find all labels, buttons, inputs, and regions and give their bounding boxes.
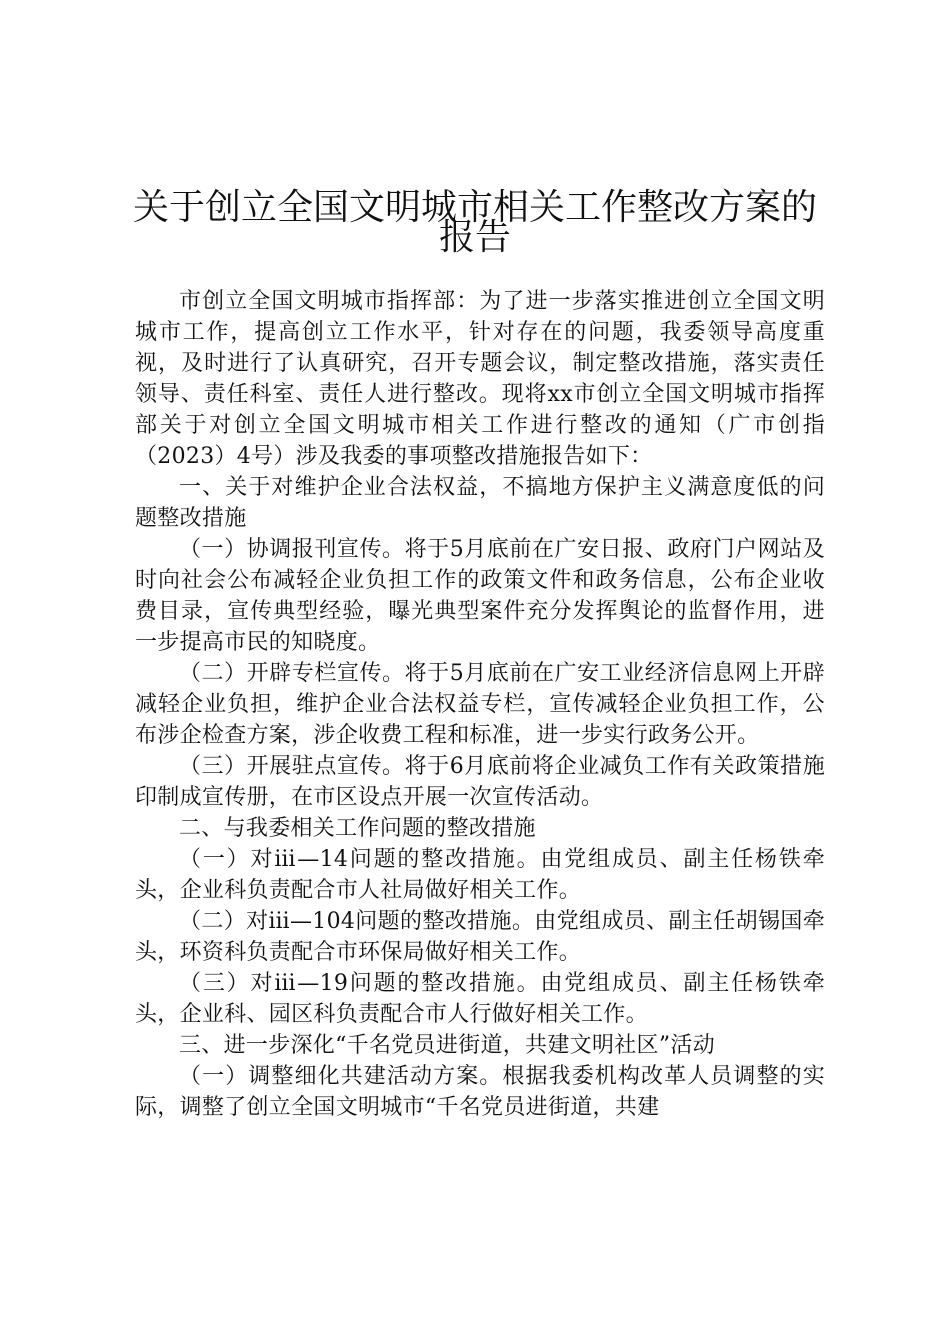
document-title-line-2: 报告 <box>438 217 511 258</box>
section-heading-2: 二、与我委相关工作问题的整改措施 <box>179 816 536 841</box>
section-heading-1: 一、关于对维护企业合法权益，不搞地方保护主义满意度低的问题整改措施 <box>135 475 825 531</box>
paragraph-3-1: （一）调整细化共建活动方案。根据我委机构改革人员调整的实际，调整了创立全国文明城市“千名党员进街道，共建 <box>135 1064 825 1120</box>
paragraph-2-1: （一）对ⅲ—14问题的整改措施。由党组成员、副主任杨铁牵头，企业科负责配合市人社局做好相关工作。 <box>135 847 825 903</box>
paragraph-1-2: （二）开辟专栏宣传。将于5月底前在广安工业经济信息网上开辟减轻企业负担，维护企业合法权益专栏，宣传减轻企业负担工作，公布涉企检查方案，涉企收费工程和标准，进一步实行政务公开。 <box>135 661 825 748</box>
paragraph-intro: 市创立全国文明城市指挥部：为了进一步落实推进创立全国文明城市工作，提高创立工作水平，针对存在的问题，我委领导高度重视，及时进行了认真研究，召开专题会议，制定整改措施，落实责任领导、责任科室、责任人进行整改。现将xx市创立全国文明城市指挥部关于对创立全国文明城市相关工作进行整改的通知（广市创指（2023）4号）涉及我委的事项整改措施报告如下： <box>135 289 825 469</box>
paragraph-2-3: （三）对ⅲ—19问题的整改措施。由党组成员、副主任杨铁牵头，企业科、园区科负责配合市人行做好相关工作。 <box>135 971 825 1027</box>
paragraph-1-3: （三）开展驻点宣传。将于6月底前将企业减负工作有关政策措施印制成宣传册，在市区设点开展一次宣传活动。 <box>135 754 825 810</box>
document-body <box>135 286 825 1123</box>
paragraph-2-2: （二）对ⅲ—104问题的整改措施。由党组成员、副主任胡锡国牵头，环资科负责配合市环保局做好相关工作。 <box>135 909 825 965</box>
document-title-line-1: 关于创立全国文明城市相关工作整改方案的 <box>132 187 817 228</box>
paragraph-1-1: （一）协调报刊宣传。将于5月底前在广安日报、政府门户网站及时向社会公布减轻企业负担工作的政策文件和政务信息，公布企业收费目录，宣传典型经验，曝光典型案件充分发挥舆论的监督作用，进一步提高市民的知晓度。 <box>135 537 825 655</box>
section-heading-3: 三、进一步深化“千名党员进街道，共建文明社区”活动 <box>179 1033 715 1058</box>
